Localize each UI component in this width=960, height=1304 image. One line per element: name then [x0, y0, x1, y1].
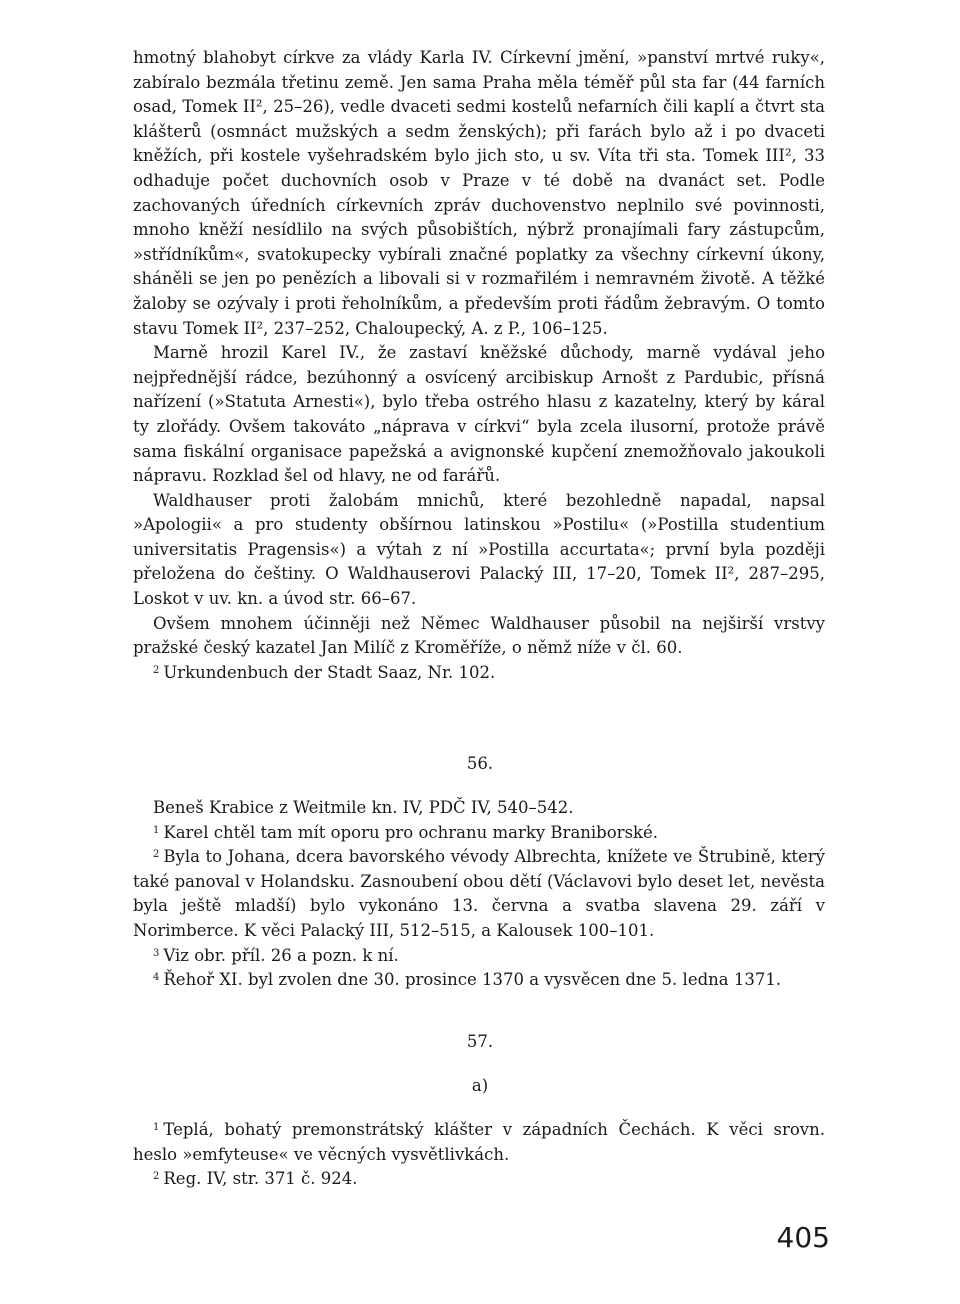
main-text-block	[133, 46, 825, 685]
footnote	[133, 821, 825, 846]
subsection-heading-a: a)	[471, 1076, 489, 1095]
footnote-mark: 2	[153, 664, 160, 676]
footnote-mark: 3	[153, 947, 160, 959]
paragraph-church-wealth: hmotný blahobyt církve za vlády Karla IV. Církevní jmění, »panství mrtvé ruky«, zabíralo bezmála třetinu země. Jen sama Praha měla téměř půl sta far (44 farních osad, Tomek II², 25–26), vedle dvaceti sedmi kostelů nefarních čili kaplí a čtvrt sta klášterů (osmnáct mužských a sedm ženských); při farách bylo až i po dvaceti kněžích, při kostele vyšehradském bylo jich sto, u sv. Víta tři sta. Tomek III², 33 odhaduje počet duchovních osob v Praze v té době na dvanáct set. Podle zachovaných úředních církevních zpráv duchovenstvo neplnilo své povinnosti, mnoho kněží nesídlilo na svých působištích, nýbrž pronajímali fary zástupcům, »střídníkům«, svatokupecky vybírali značné poplatky za všechny církevní úkony, sháněli se jen po penězích a libovali si v rozmařilém i nemravném životě. A těžké žaloby se ozývaly i proti řeholníkům, a především proti řádům žebravým. O tomto stavu Tomek II², 237–252, Chaloupecký, A. z P., 106–125.	[133, 48, 825, 338]
footnote	[133, 944, 825, 969]
footnote-text: Viz obr. příl. 26 a pozn. k ní.	[163, 945, 399, 965]
section-heading-56: 56.	[466, 754, 494, 773]
footnote-text: Urkundenbuch der Stadt Saaz, Nr. 102.	[163, 662, 496, 682]
footnote-text: Karel chtěl tam mít oporu pro ochranu marky Braniborské.	[163, 822, 659, 842]
section-heading-57: 57.	[466, 1032, 494, 1051]
footnote-text: Byla to Johana, dcera bavorského vévody Albrechta, knížete ve Štrubině, který také panoval v Holandsku. Zasnoubení obou dětí (Václavovi bylo deset let, nevěsta byla ještě mladší) bylo vykonáno 13. června a svatba slavena 29. září v Norimberce. K věci Palacký III, 512–515, a Kalousek 100–101.	[133, 847, 825, 940]
footnote-text: Reg. IV, str. 371 č. 924.	[163, 1169, 358, 1189]
paragraph-waldhauser: Waldhauser proti žalobám mnichů, které bezohledně napadal, napsal »Apologii« a pro studenty obšírnou latinskou »Postilu« (»Postilla studentium universitatis Pragensis«) a výtah z ní »Postilla accurtata«; první byla později přeložena do češtiny. O Waldhauserovi Palacký III, 17–20, Tomek II², 287–295, Loskot v uv. kn. a úvod str. 66–67.	[133, 490, 825, 609]
footnote-mark: 4	[153, 972, 160, 984]
footnote	[133, 661, 825, 686]
footnote-mark: 1	[153, 824, 160, 836]
footnote	[133, 845, 825, 943]
footnote-text: Řehoř XI. byl zvolen dne 30. prosince 1370 a vysvěcen dne 5. ledna 1371.	[163, 970, 782, 990]
footnote	[133, 1167, 825, 1192]
footnote	[133, 1118, 825, 1167]
page-number: 405	[776, 1221, 830, 1254]
section-source: Beneš Krabice z Weitmile kn. IV, PDČ IV, 540–542.	[153, 798, 574, 817]
footnote-mark: 1	[153, 1122, 160, 1133]
paragraph-milic: Ovšem mnohem účinněji než Němec Waldhauser působil na nejširší vrstvy pražské český kazatel Jan Milíč z Kroměříže, o němž níže v čl. 60.	[133, 613, 825, 658]
section-56-notes	[133, 796, 825, 993]
footnote-mark: 2	[153, 849, 160, 861]
footnote	[133, 968, 825, 993]
section-57-notes	[133, 1118, 825, 1192]
footnote-mark: 2	[153, 1171, 160, 1183]
footnote-text: Teplá, bohatý premonstrátský klášter v západních Čechách. K věci srovn. heslo »emfyteuse« ve věcných vysvětlivkách.	[133, 1120, 825, 1164]
paragraph-karel-reforms: Marně hrozil Karel IV., že zastaví kněžské důchody, marně vydával jeho nejpřednější rádce, bezúhonný a osvícený arcibiskup Arnošt z Pardubic, přísná nařízení (»Statuta Arnesti«), bylo třeba ostrého hlasu z kazatelny, který by káral ty zlořády. Ovšem takováto „náprava v církvi“ byla zcela ilusorní, protože právě sama fiskální organisace papežská a avignonské kupčení znemožňovalo jakoukoli nápravu. Rozklad šel od hlavy, ne od farářů.	[133, 343, 825, 486]
